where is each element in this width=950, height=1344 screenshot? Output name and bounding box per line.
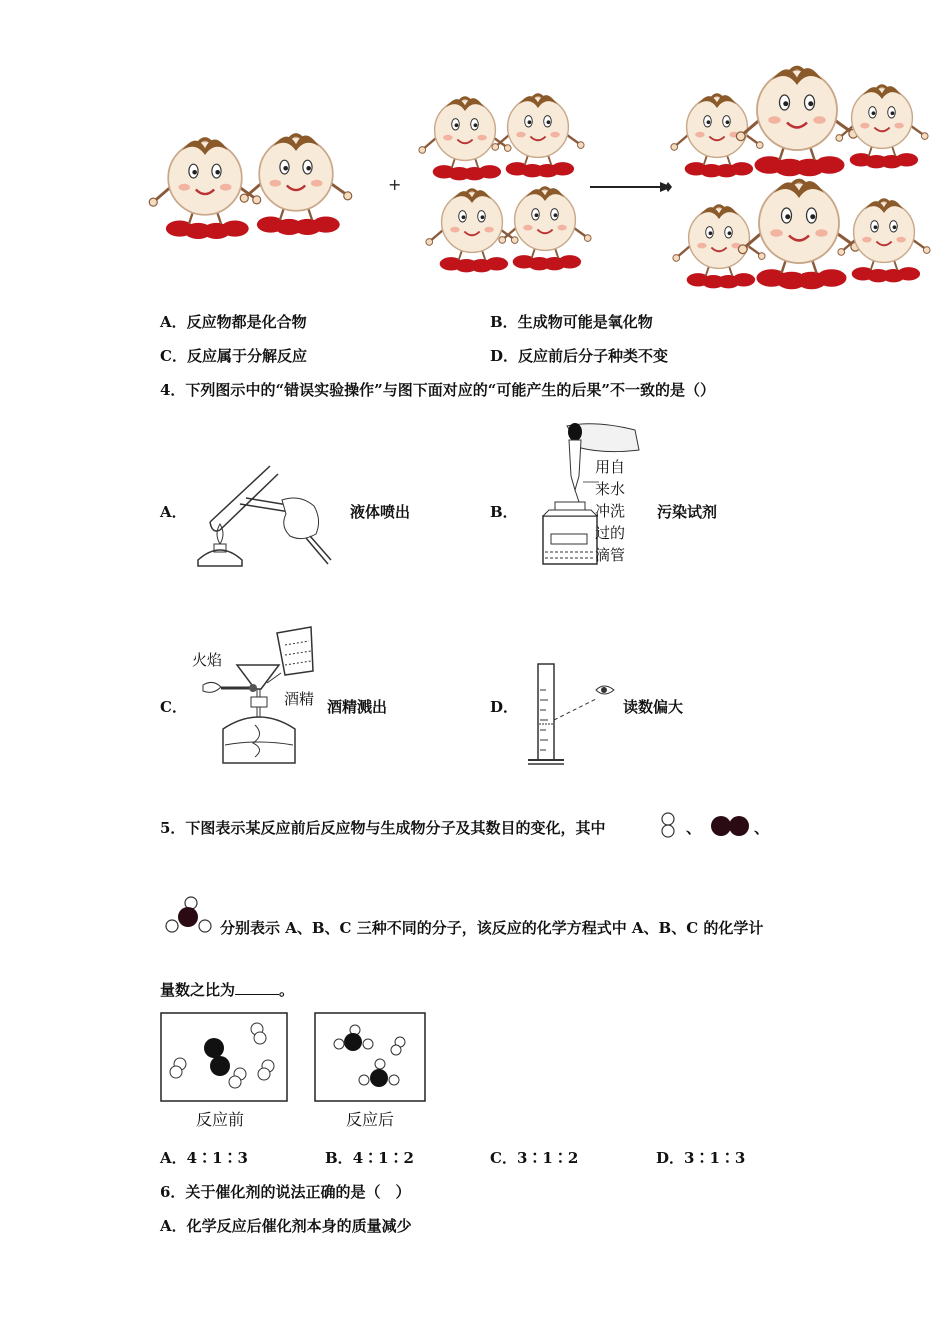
q4-option-c-letter[interactable]: C．	[160, 698, 187, 716]
q5-option-a[interactable]: A．4∶1∶3	[160, 1149, 248, 1167]
molecule-figure	[673, 206, 765, 289]
flame-label: 火焰	[192, 651, 223, 669]
q4-option-d-consequence: 读数偏大	[623, 698, 684, 716]
molecule-figure	[426, 190, 518, 273]
plus-sign: +	[388, 175, 402, 194]
dropper-note: 用自 来水 冲洗 过的 滴管	[595, 458, 626, 564]
q3-option-b[interactable]: B．生成物可能是氧化物	[490, 313, 653, 331]
q4-option-a-consequence: 液体喷出	[350, 503, 411, 521]
molecule-figure	[419, 98, 511, 181]
molecule-figure	[736, 68, 857, 177]
q6-stem: 6．关于催化剂的说法正确的是（ ）	[160, 1183, 411, 1201]
q5-option-d[interactable]: D．3∶1∶3	[656, 1149, 746, 1167]
answer-blank[interactable]	[235, 980, 279, 995]
q5-stem-line1: 5．下图表示某反应前后反应物与生成物分子及其数目的变化，其中	[160, 819, 606, 837]
q6-option-a[interactable]: A．化学反应后催化剂本身的质量减少	[160, 1217, 412, 1235]
molecule-figure	[149, 139, 261, 239]
q5-option-b[interactable]: B．4∶1∶2	[325, 1149, 414, 1167]
q3-option-d[interactable]: D．反应前后分子种类不变	[490, 347, 669, 365]
molecule-c-icon	[162, 895, 216, 939]
molecule-figure	[838, 200, 930, 283]
q5-option-c[interactable]: C．3∶1∶2	[490, 1149, 579, 1167]
molecule-figure	[671, 95, 763, 178]
q4-option-b-letter[interactable]: B．	[490, 503, 518, 521]
q5-stem-line2: 分别表示 A、B、C 三种不同的分子，该反应的化学方程式中 A、B、C 的化学计	[220, 919, 764, 937]
molecule-figure	[492, 95, 584, 178]
q3-reaction-figure	[0, 0, 950, 300]
after-label: 反应后	[346, 1110, 395, 1129]
q3-option-a[interactable]: A．反应物都是化合物	[160, 313, 307, 331]
q5-stem-line3: 量数之比为 。	[160, 981, 295, 999]
molecule-a-icon	[658, 812, 682, 842]
q3-option-c[interactable]: C．反应属于分解反应	[160, 347, 307, 365]
alcohol-label: 酒精	[284, 690, 315, 708]
molecule-figure	[240, 135, 352, 235]
graduated-cylinder-figure	[520, 660, 620, 770]
q5-sep-2: 、	[754, 819, 770, 837]
before-label: 反应前	[196, 1110, 245, 1129]
molecule-figure	[836, 86, 928, 169]
molecule-figure	[738, 181, 859, 290]
molecule-b-icon	[710, 815, 754, 839]
q4-option-d-letter[interactable]: D．	[490, 698, 519, 716]
q5-sep-1: 、	[686, 819, 702, 837]
q4-option-c-consequence: 酒精溅出	[327, 698, 388, 716]
after-reaction-box	[314, 1012, 428, 1104]
molecule-figure	[499, 188, 591, 271]
q4-stem: 4．下列图示中的“错误实验操作”与图下面对应的“可能产生的后果”不一致的是（）	[160, 381, 715, 399]
q4-option-b-consequence: 污染试剂	[657, 503, 718, 521]
before-reaction-box	[160, 1012, 290, 1104]
heating-test-tube-figure	[190, 460, 340, 580]
q4-option-a-letter[interactable]: A．	[160, 503, 187, 521]
